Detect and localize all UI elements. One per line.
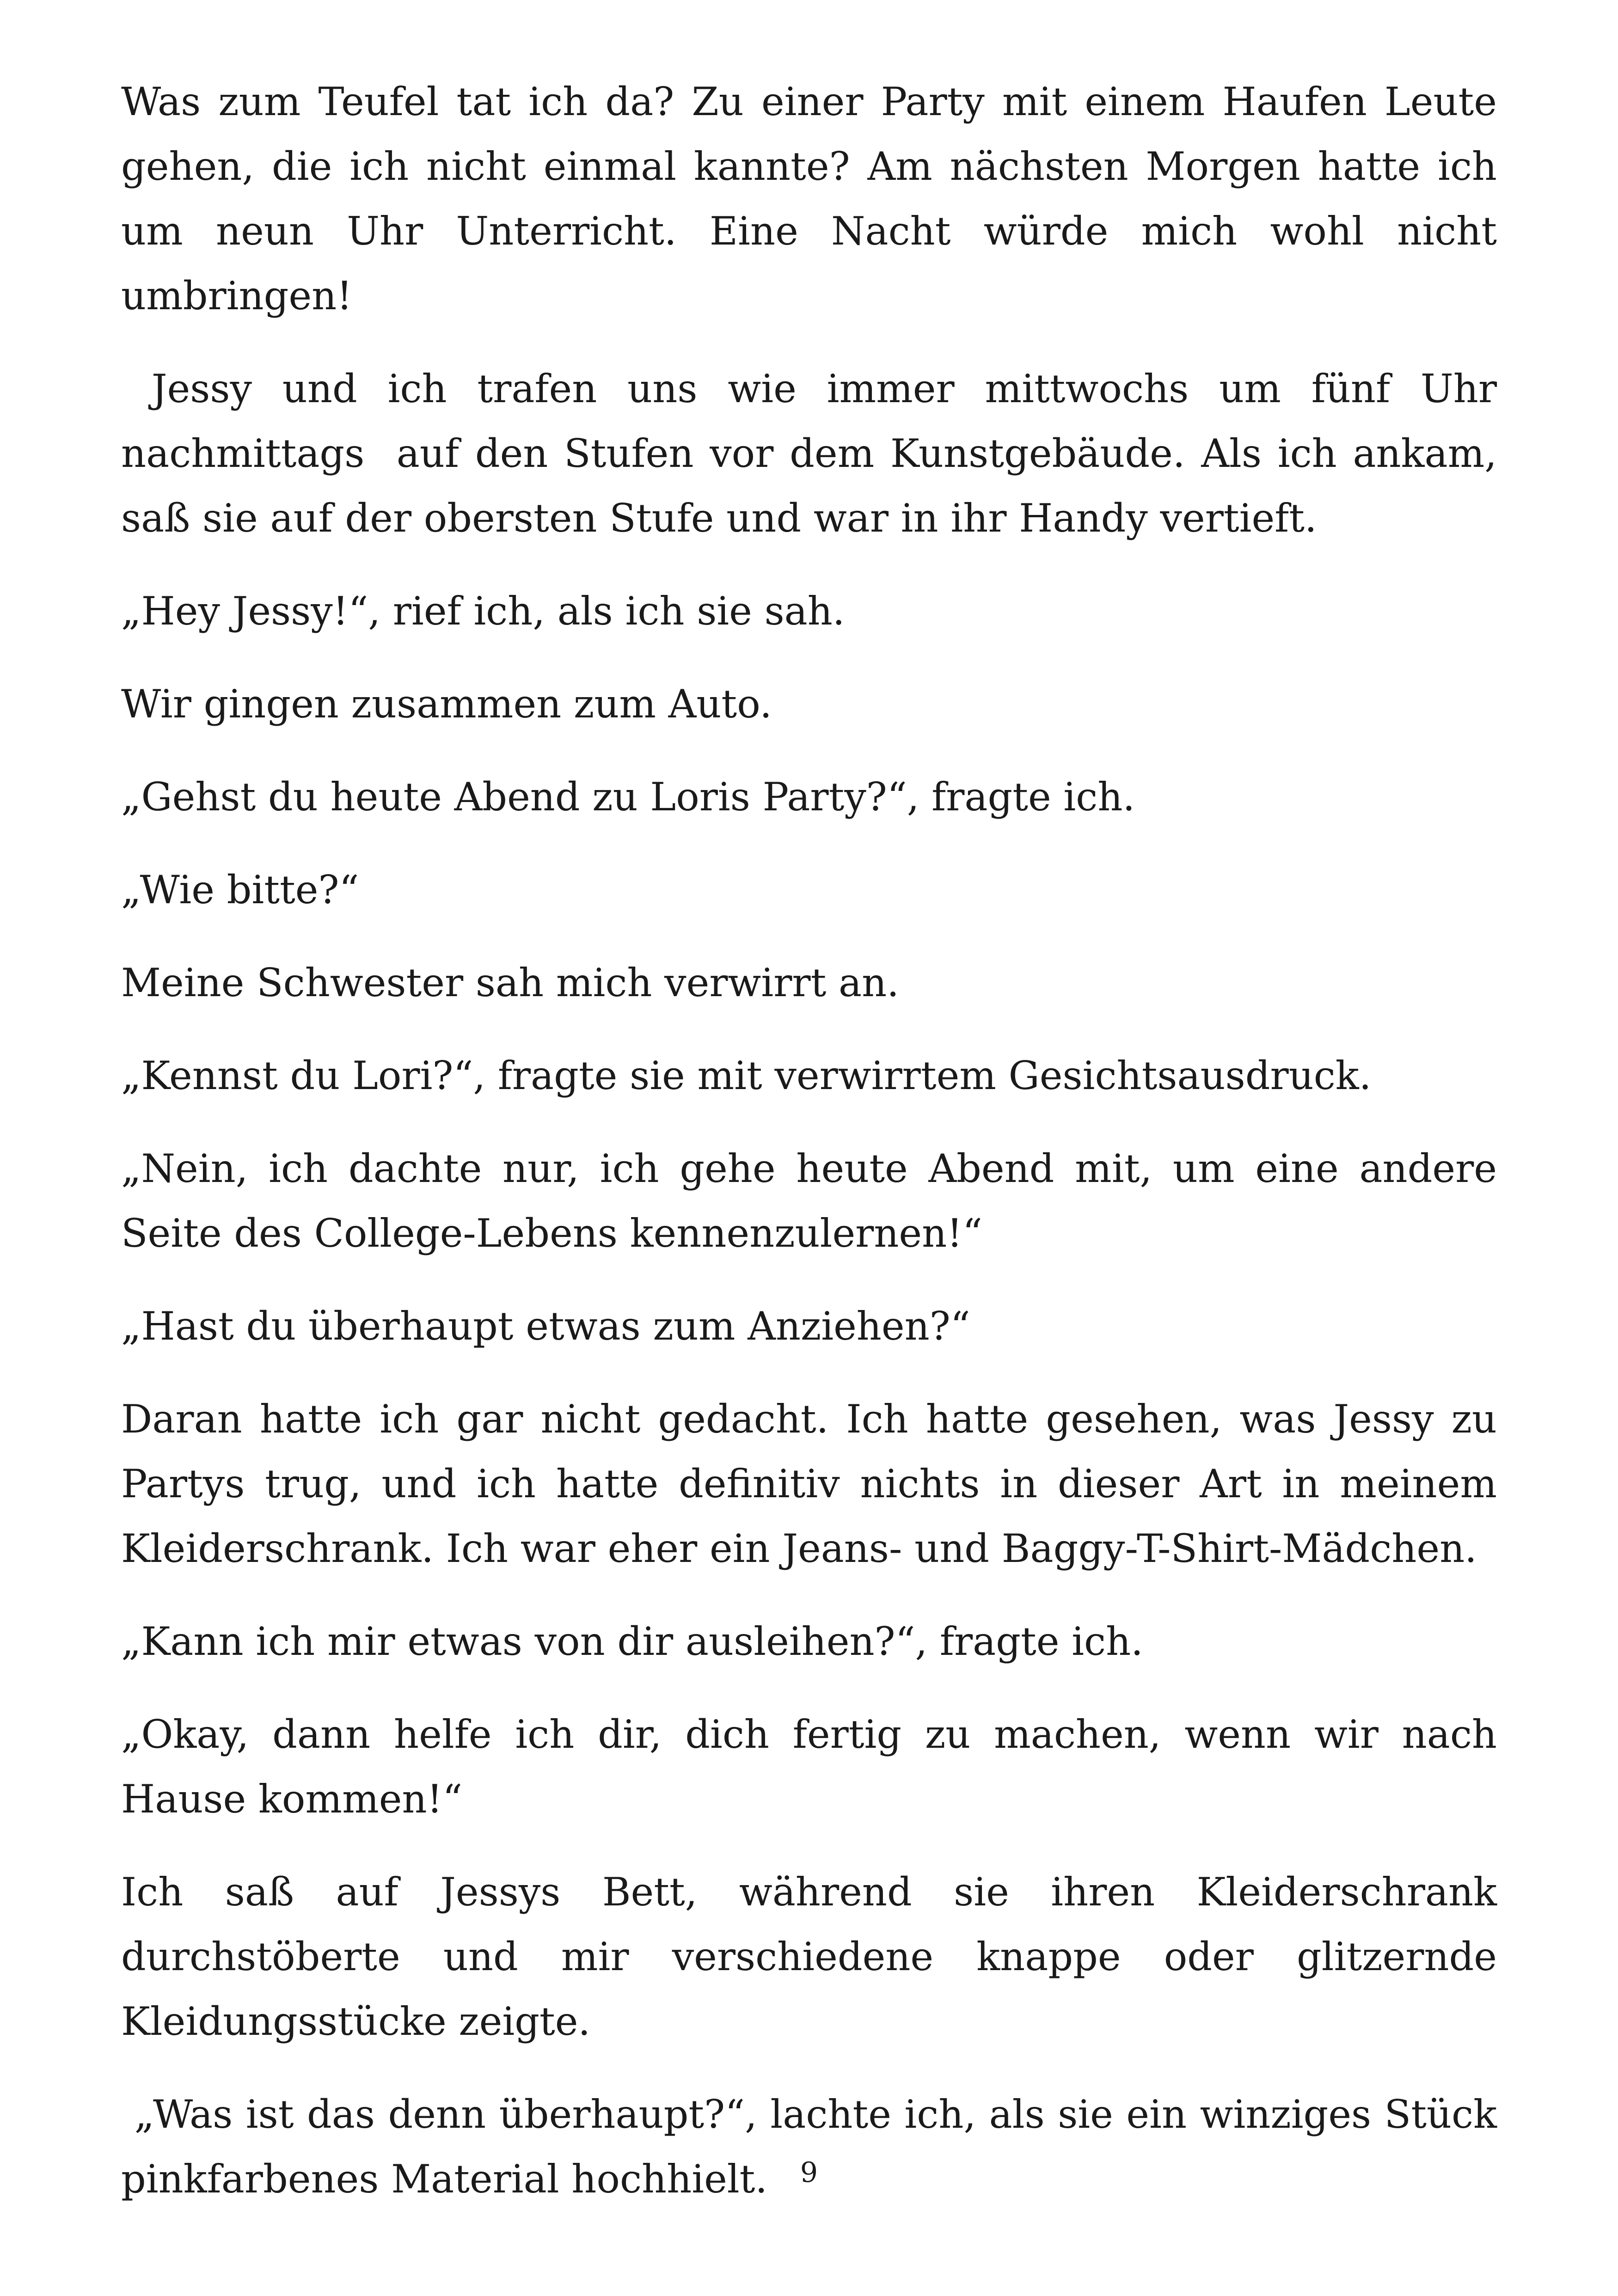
paragraph: „Gehst du heute Abend zu Loris Party?“, fragte ich. xyxy=(121,774,1135,820)
paragraph: „Was ist das denn überhaupt?“, lachte ich, als sie ein winziges Stück pinkfarbenes Material hochhielt. xyxy=(121,2092,1497,2202)
body-text xyxy=(121,69,1497,2240)
paragraph: „Hast du überhaupt etwas zum Anziehen?“ xyxy=(121,1304,970,1349)
page-number: 9 xyxy=(800,2156,818,2189)
paragraph: „Kennst du Lori?“, fragte sie mit verwirrtem Gesichtsausdruck. xyxy=(121,1053,1372,1098)
paragraph: Jessy und ich trafen uns wie immer mittwochs um fünf Uhr nachmittags auf den Stufen vor dem Kunstgebäude. Als ich ankam, saß sie auf der obersten Stufe und war in ihr Handy vertieft. xyxy=(121,366,1497,541)
paragraph: „Kann ich mir etwas von dir ausleihen?“, fragte ich. xyxy=(121,1619,1143,1664)
paragraph: Ich saß auf Jessys Bett, während sie ihren Kleiderschrank durchstöberte und mir verschiedene knappe oder glitzernde Kleidungsstücke zeigte. xyxy=(121,1869,1497,2044)
paragraph: „Okay, dann helfe ich dir, dich fertig zu machen, wenn wir nach Hause kommen!“ xyxy=(121,1712,1497,1822)
paragraph: Wir gingen zusammen zum Auto. xyxy=(121,681,772,727)
paragraph: Meine Schwester sah mich verwirrt an. xyxy=(121,960,899,1005)
paragraph: „Nein, ich dachte nur, ich gehe heute Abend mit, um eine andere Seite des College-Lebens kennenzulernen!“ xyxy=(121,1146,1497,1256)
paragraph: „Hey Jessy!“, rief ich, als ich sie sah. xyxy=(121,588,845,634)
paragraph: Daran hatte ich gar nicht gedacht. Ich hatte gesehen, was Jessy zu Partys trug, und ich hatte definitiv nichts in dieser Art in meinem Kleiderschrank. Ich war eher ein Jeans- und Baggy-T-Shirt-Mädchen. xyxy=(121,1396,1497,1571)
paragraph: „Wie bitte?“ xyxy=(121,867,359,912)
paragraph: Was zum Teufel tat ich da? Zu einer Party mit einem Haufen Leute gehen, die ich nicht einmal kannte? Am nächsten Morgen hatte ich um neun Uhr Unterricht. Eine Nacht würde mich wohl nicht umbringen! xyxy=(121,79,1497,318)
